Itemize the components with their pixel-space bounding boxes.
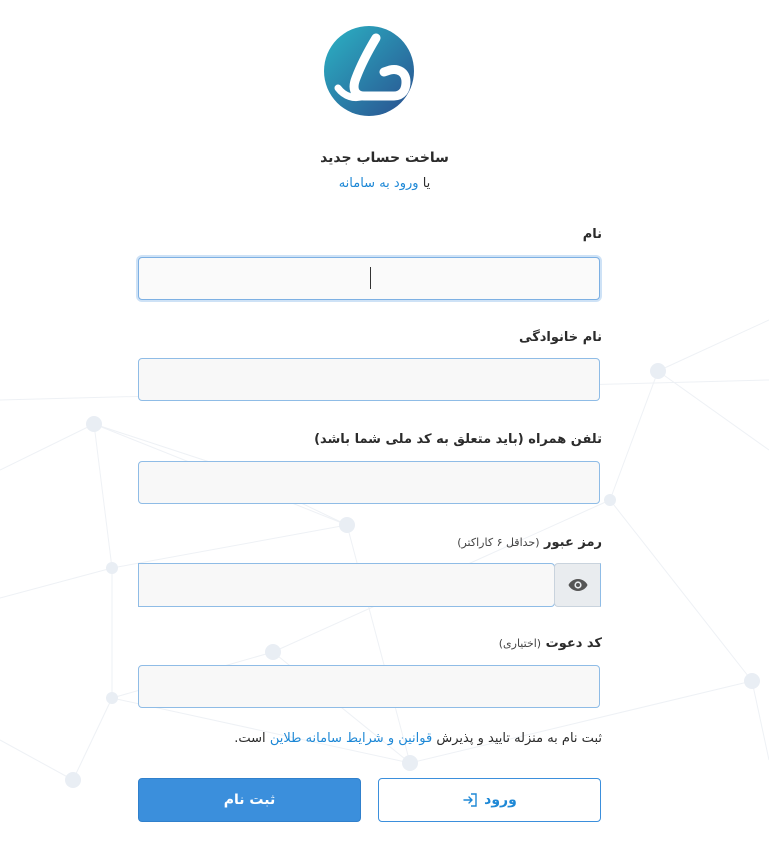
invite-code-hint: (اختیاری): [498, 637, 542, 650]
terms-prefix: ثبت نام به منزله تایید و پذیرش: [436, 731, 602, 746]
register-button-label: ثبت نام: [223, 792, 276, 808]
password-hint: (حداقل ۶ کاراکتر): [457, 536, 540, 549]
first-name-field[interactable]: [138, 257, 600, 300]
password-label: [457, 535, 602, 550]
password-group: [138, 563, 601, 607]
text-caret: [370, 267, 371, 289]
phone-label: [314, 432, 602, 447]
terms-suffix: است.: [234, 731, 266, 746]
terms-notice: [234, 731, 602, 746]
login-link[interactable]: ورود به سامانه: [338, 176, 419, 191]
login-prompt: [0, 176, 769, 191]
last-name-field[interactable]: [138, 358, 600, 401]
brand-logo-icon: [324, 26, 414, 116]
login-button[interactable]: [378, 778, 601, 822]
page-title: ساخت حساب جدید: [320, 150, 449, 166]
password-field[interactable]: [138, 563, 555, 607]
subtitle-prefix: یا: [422, 176, 431, 191]
last-name-label-text: نام خانوادگی: [519, 330, 602, 345]
invite-code-field[interactable]: [138, 665, 600, 708]
invite-code-label: [499, 636, 602, 651]
invite-code-label-text: کد دعوت: [545, 636, 602, 651]
last-name-label: [519, 330, 602, 345]
first-name-label-text: نام: [582, 227, 602, 242]
eye-icon: [568, 578, 588, 592]
first-name-label: [583, 227, 602, 242]
phone-label-text: تلفن همراه (باید متعلق به کد ملی شما باشد): [314, 432, 602, 447]
login-button-label: ورود: [484, 792, 517, 808]
toggle-password-button[interactable]: [554, 563, 601, 607]
sign-in-icon: [462, 792, 478, 808]
register-button[interactable]: [138, 778, 361, 822]
terms-link[interactable]: قوانین و شرایط سامانه طلاین: [269, 731, 433, 746]
phone-field[interactable]: [138, 461, 600, 504]
password-label-text: رمز عبور: [544, 535, 602, 550]
